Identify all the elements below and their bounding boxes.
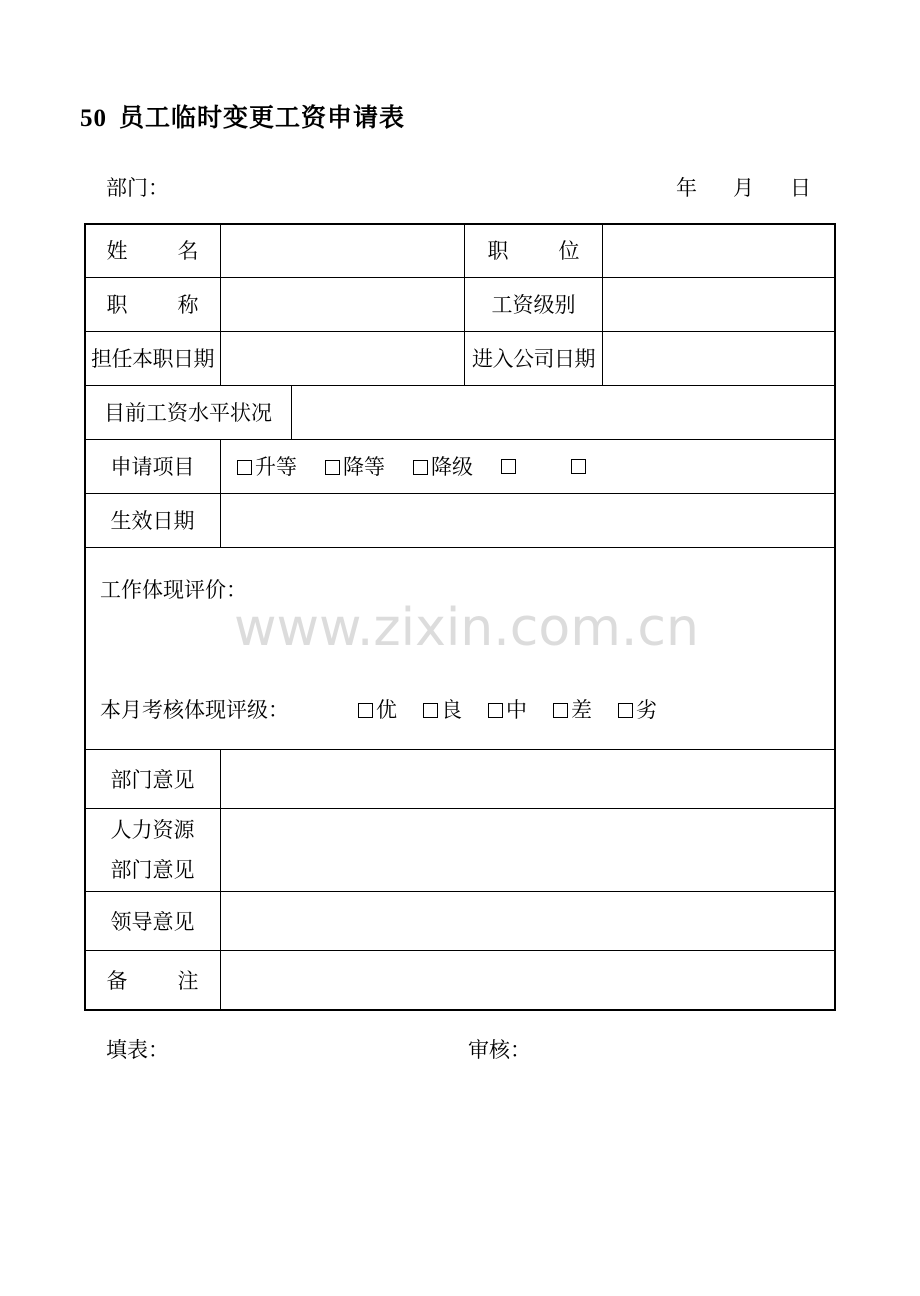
grade-option-bad[interactable]: 劣 [618,694,657,724]
appointment-date-label: 担任本职日期 [91,347,214,371]
checkbox-icon[interactable] [571,459,586,474]
date-line [676,172,811,202]
grade-option-good[interactable]: 良 [423,694,462,724]
position-label: 职 位 [487,239,580,263]
apply-option-promote[interactable]: 升等 [237,451,297,481]
checkbox-icon[interactable] [423,703,438,718]
apply-option-demote-grade[interactable]: 降等 [325,451,385,481]
effective-date-input[interactable] [221,493,834,547]
job-title-label: 职 称 [106,293,199,317]
apply-option-blank-1[interactable] [501,454,519,478]
form-number: 50 [80,105,107,132]
hr-opinion-input[interactable] [221,808,834,891]
department-label: 部门： [106,176,169,200]
salary-level-label: 工资级别 [491,293,576,317]
evaluation-title: 工作体现评价： [100,578,247,602]
current-salary-label: 目前工资水平状况 [104,401,272,425]
salary-level-input[interactable] [603,277,834,331]
dept-opinion-input[interactable] [221,749,834,808]
watermark: www.zixin.com.cn [234,598,699,658]
effective-date-label: 生效日期 [110,509,195,533]
date-month: 月 [733,176,754,200]
hr-opinion-label: 人力资源 部门意见 [110,817,195,882]
apply-options [221,439,834,493]
grade-row [100,694,683,724]
form-title [80,98,405,134]
remark-label: 备 注 [106,969,199,993]
leader-opinion-input[interactable] [221,891,834,950]
grade-option-average[interactable]: 中 [488,694,527,724]
leader-opinion-label: 领导意见 [110,909,195,934]
date-year: 年 [676,176,697,200]
grade-option-excellent[interactable]: 优 [358,694,397,724]
apply-option-blank-2[interactable] [571,454,589,478]
date-day: 日 [790,176,811,200]
current-salary-input[interactable] [292,385,834,439]
checkbox-icon[interactable] [413,460,428,475]
position-input[interactable] [603,223,834,277]
checkbox-icon[interactable] [325,460,340,475]
checkbox-icon[interactable] [488,703,503,718]
appointment-date-input[interactable] [221,331,464,385]
checkbox-icon[interactable] [237,460,252,475]
name-label: 姓 名 [106,239,199,263]
dept-opinion-label: 部门意见 [110,767,195,792]
checkbox-icon[interactable] [358,703,373,718]
remark-input[interactable] [221,950,834,1010]
join-date-input[interactable] [603,331,834,385]
job-title-input[interactable] [221,277,464,331]
name-input[interactable] [221,223,464,277]
apply-item-label: 申请项目 [110,455,195,479]
checkbox-icon[interactable] [553,703,568,718]
grade-label: 本月考核体现评级： [100,698,289,722]
checkbox-icon[interactable] [501,459,516,474]
filler-label: 填表： [106,1038,169,1062]
form-title-text: 员工临时变更工资申请表 [119,103,406,132]
grade-option-poor[interactable]: 差 [553,694,592,724]
reviewer-label: 审核： [468,1038,531,1062]
checkbox-icon[interactable] [618,703,633,718]
join-date-label: 进入公司日期 [472,347,595,371]
apply-option-demote-level[interactable]: 降级 [413,451,473,481]
